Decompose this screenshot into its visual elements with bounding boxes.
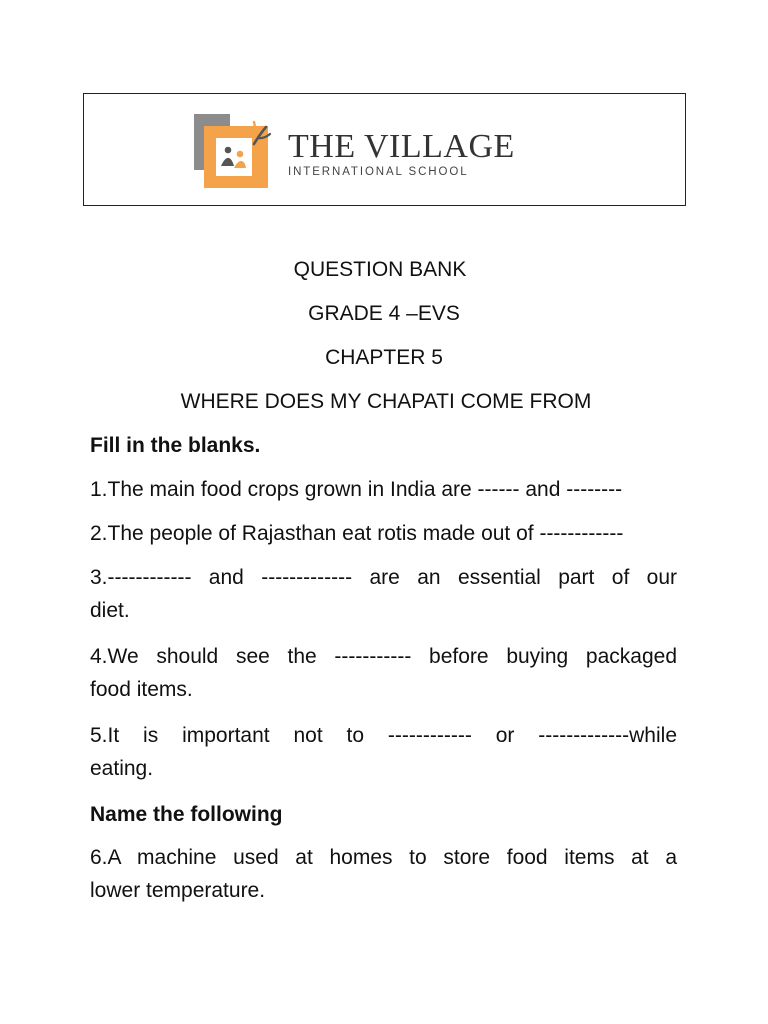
school-logo-title: THE VILLAGE — [288, 128, 515, 165]
fill-blanks-heading: Fill in the blanks. — [90, 434, 261, 457]
chapter-number: CHAPTER 5 — [325, 346, 443, 369]
school-logo-icon — [194, 114, 272, 190]
grade-subject: GRADE 4 –EVS — [308, 302, 460, 325]
school-header-box — [83, 93, 686, 206]
document-title: QUESTION BANK — [293, 258, 467, 281]
question-3 — [90, 561, 677, 627]
question-5 — [90, 719, 677, 785]
question-5-line-2: eating. — [90, 757, 154, 780]
name-following-heading: Name the following — [90, 803, 283, 826]
chapter-title: WHERE DOES MY CHAPATI COME FROM — [180, 390, 592, 413]
school-logo-subtitle: INTERNATIONAL SCHOOL — [288, 166, 469, 178]
question-3-line-1: 3.------------ and ------------- are an essential part of our — [90, 566, 677, 589]
question-2: 2.The people of Rajasthan eat rotis made out of ------------ — [90, 522, 624, 545]
question-1: 1.The main food crops grown in India are ------ and -------- — [90, 478, 623, 501]
question-4 — [90, 640, 677, 706]
question-4-line-2: food items. — [90, 678, 193, 701]
question-6-line-1: 6.A machine used at homes to store food items at a — [90, 846, 677, 869]
question-4-line-1: 4.We should see the ----------- before buying packaged — [90, 645, 677, 668]
question-3-line-2: diet. — [90, 599, 130, 622]
question-6 — [90, 841, 677, 907]
question-5-line-1: 5.It is important not to ------------ or -------------while — [90, 724, 677, 747]
question-6-line-2: lower temperature. — [90, 879, 266, 902]
